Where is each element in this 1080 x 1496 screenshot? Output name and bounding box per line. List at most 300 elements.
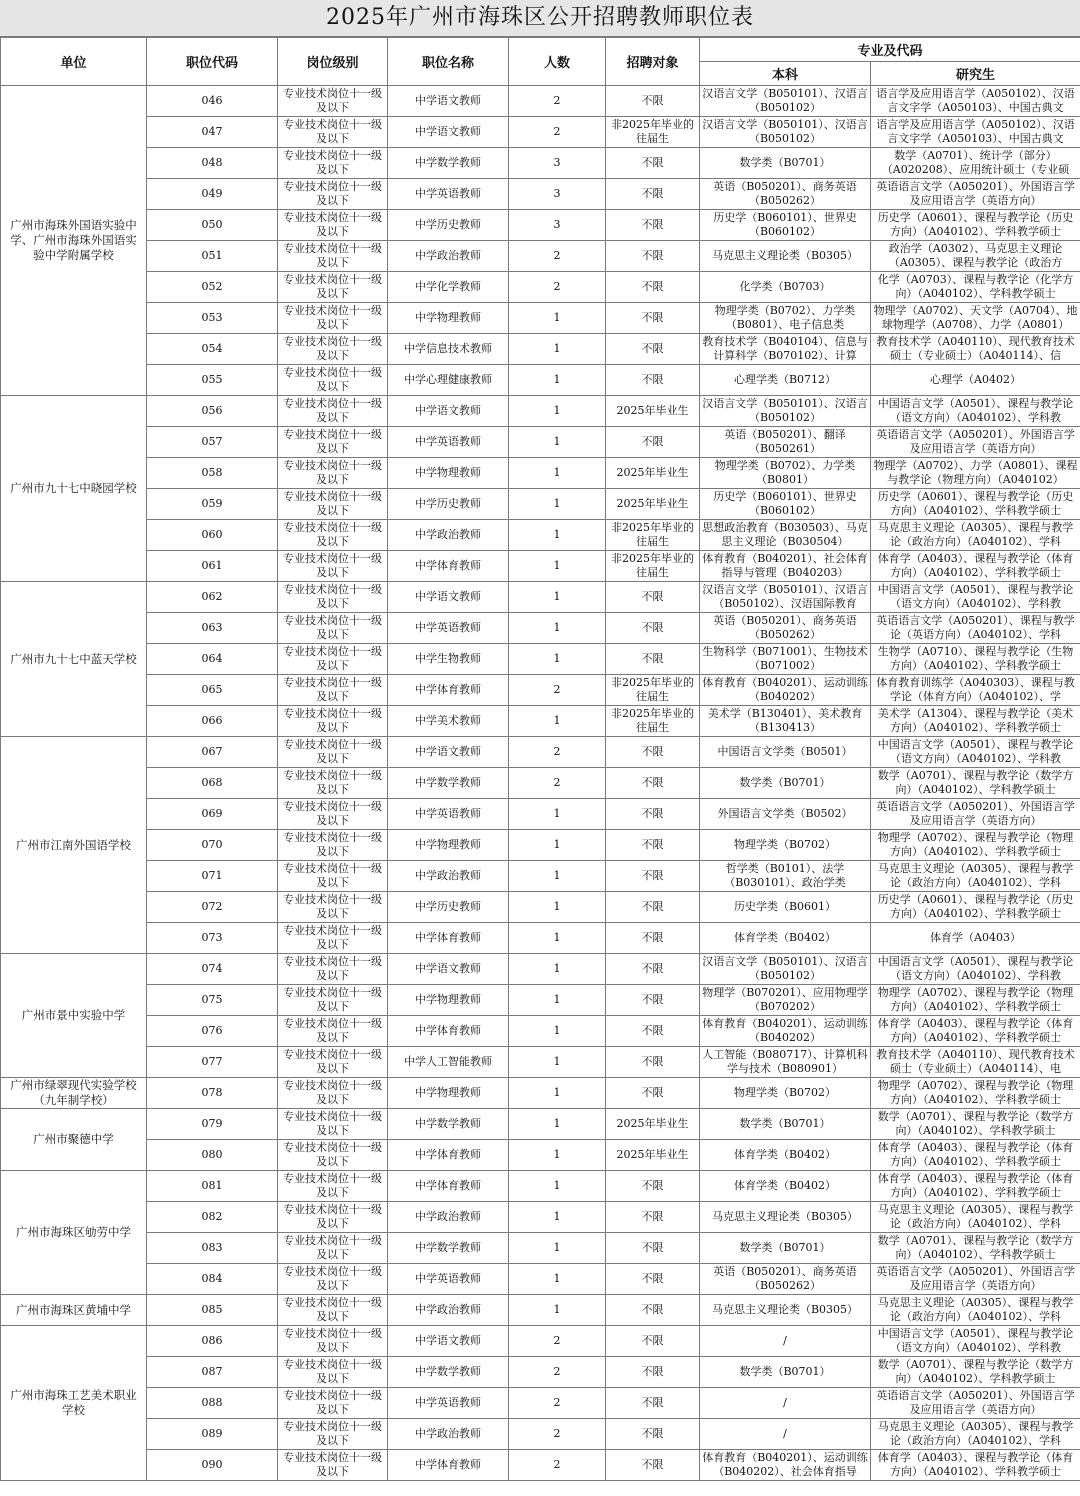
target-cell [606,923,700,954]
target-cell [606,954,700,985]
unit-name-cell: 广州市九十七中蓝天学校 [1,582,147,737]
grad-major-cell [871,737,1080,768]
count-cell: 2 [509,1388,606,1419]
grad-major-cell [871,1295,1080,1326]
grad-major-cell [871,241,1080,272]
undergrad-major-text: 马克思主义理论类（B0305） [711,1210,859,1223]
level-cell [278,985,388,1016]
count-cell: 1 [509,1109,606,1140]
grad-major-cell [871,1388,1080,1419]
level-cell [278,210,388,241]
grad-major-text: 语言学及应用语言学（A050102）、汉语言文字学（A050103）、中国古典文 [876,118,1075,145]
grad-major-text: 历史学（A0601）、课程与教学论（历史方向）（A040102）、学科教学硕士 [877,211,1074,238]
level-text: 专业技术岗位十一级及以下 [283,1234,382,1261]
table-row [1,1140,1080,1171]
target-cell [606,148,700,179]
position-name-cell: 中学语文教师 [388,117,509,148]
unit-name-cell: 广州市景中实验中学 [1,954,147,1078]
level-text: 专业技术岗位十一级及以下 [283,428,382,455]
count-cell: 1 [509,985,606,1016]
grad-major-text: 物理学（A0702）、力学（A0801）、课程与教学论（物理方向）（A040102） [873,459,1078,486]
undergrad-major-cell [700,985,871,1016]
grad-major-text: 物理学（A0702）、天文学（A0704）、地球物理学（A0708）、力学（A0801） [873,304,1078,331]
target-text: 不限 [641,900,664,913]
grad-major-text: 英语语言文学（A050201）、外国语言学及应用语言学（英语方向） [876,180,1075,207]
count-cell: 2 [509,1326,606,1357]
undergrad-major-text: 体育学类（B0402） [733,931,837,944]
table-row [1,1419,1080,1450]
target-cell [606,613,700,644]
code-cell: 076 [147,1016,278,1047]
target-text: 不限 [641,1365,664,1378]
position-name-cell: 中学数学教师 [388,148,509,179]
level-cell [278,1109,388,1140]
position-name-cell: 中学体育教师 [388,551,509,582]
undergrad-major-cell [700,1109,871,1140]
grad-major-cell [871,520,1080,551]
undergrad-major-text: 生物科学（B071001）、生物技术（B071002） [702,645,868,672]
grad-major-text: 数学（A0701）、课程与教学论（数学方向）（A040102）、学科教学硕士 [877,1110,1074,1137]
target-text: 不限 [641,962,664,975]
grad-major-cell [871,86,1080,117]
position-name-cell: 中学信息技术教师 [388,334,509,365]
table-row [1,365,1080,396]
undergrad-major-text: 思想政治教育（B030503）、马克思主义理论（B030504） [702,521,868,548]
undergrad-major-text: 物理学类（B0702） [733,838,837,851]
undergrad-major-cell [700,1450,871,1481]
count-cell: 1 [509,954,606,985]
code-cell: 050 [147,210,278,241]
unit-name-cell: 广州市绿翠现代实验学校（九年制学校） [1,1078,147,1109]
undergrad-major-cell [700,210,871,241]
table-body [1,86,1080,1481]
level-cell [278,737,388,768]
undergrad-major-cell [700,644,871,675]
grad-major-cell [871,1450,1080,1481]
target-cell [606,1357,700,1388]
code-cell: 060 [147,520,278,551]
grad-major-text: 英语语言文学（A050201）、外国语言学及应用语言学（英语方向） [876,1265,1075,1292]
grad-major-cell [871,582,1080,613]
level-cell [278,551,388,582]
level-cell [278,830,388,861]
table-row [1,458,1080,489]
level-cell [278,365,388,396]
table-row [1,582,1080,613]
target-text: 2025年毕业生 [616,404,689,417]
positions-table [0,37,1080,1481]
target-cell [606,1078,700,1109]
target-cell [606,1450,700,1481]
undergrad-major-text: / [783,1396,787,1409]
grad-major-text: 教育技术学（A040110）、现代教育技术硕士（专业硕士）（A040114）、信 [876,335,1075,362]
code-cell: 079 [147,1109,278,1140]
undergrad-major-cell [700,582,871,613]
grad-major-text: 物理学（A0702）、课程与教学论（物理方向）（A040102）、学科教学硕士 [877,1079,1074,1106]
level-cell [278,1171,388,1202]
grad-major-cell [871,1357,1080,1388]
header-position-name: 职位名称 [388,38,509,86]
position-name-cell: 中学语文教师 [388,1326,509,1357]
level-text: 专业技术岗位十一级及以下 [283,1327,382,1354]
undergrad-major-text: 体育学类（B0402） [733,1179,837,1192]
count-cell: 1 [509,1078,606,1109]
grad-major-cell [871,768,1080,799]
target-text: 不限 [641,838,664,851]
target-cell [606,1264,700,1295]
grad-major-text: 心理学（A0402） [930,373,1021,386]
count-cell: 2 [509,241,606,272]
level-text: 专业技术岗位十一级及以下 [283,87,382,114]
target-text: 非2025年毕业的往届生 [611,676,694,703]
level-text: 专业技术岗位十一级及以下 [283,955,382,982]
code-cell: 082 [147,1202,278,1233]
table-row [1,303,1080,334]
target-cell [606,551,700,582]
grad-major-text: 体育学（A0403）、课程与教学论（体育方向）（A040102）、学科教学硕士 [877,1017,1074,1044]
target-text: 不限 [641,993,664,1006]
position-name-cell: 中学体育教师 [388,1171,509,1202]
table-row [1,892,1080,923]
undergrad-major-cell [700,272,871,303]
target-text: 不限 [641,1303,664,1316]
level-text: 专业技术岗位十一级及以下 [283,1389,382,1416]
table-row [1,520,1080,551]
table-row [1,148,1080,179]
table-row [1,1388,1080,1419]
page-title: 2025年广州市海珠区公开招聘教师职位表 [0,0,1080,37]
table-row [1,923,1080,954]
undergrad-major-text: 数学类（B0701） [739,1241,831,1254]
table-row [1,1078,1080,1109]
undergrad-major-text: 汉语言文学（B050101）、汉语言（B050102） [702,118,868,145]
level-text: 专业技术岗位十一级及以下 [283,862,382,889]
target-cell [606,334,700,365]
unit-name-cell: 广州市海珠区黄埔中学 [1,1295,147,1326]
undergrad-major-text: 汉语言文学（B050101）、汉语言（B050102） [702,87,868,114]
target-cell [606,1016,700,1047]
grad-major-text: 英语语言文学（A050201）、外国语言学及应用语言学（英语方向） [876,428,1075,455]
position-name-cell: 中学英语教师 [388,613,509,644]
table-row [1,1357,1080,1388]
level-text: 专业技术岗位十一级及以下 [283,1172,382,1199]
level-cell [278,1326,388,1357]
level-cell [278,396,388,427]
level-text: 专业技术岗位十一级及以下 [283,1048,382,1075]
level-text: 专业技术岗位十一级及以下 [283,273,382,300]
table-row [1,272,1080,303]
level-cell [278,303,388,334]
position-name-cell: 中学政治教师 [388,1419,509,1450]
target-text: 不限 [641,218,664,231]
grad-major-text: 生物学（A0710）、课程与教学论（生物方向）（A040102）、学科教学硕士 [877,645,1074,672]
grad-major-text: 中国语言文学（A0501）、课程与教学论（语文方向）（A040102）、学科教 [877,583,1074,610]
level-cell [278,613,388,644]
grad-major-text: 马克思主义理论（A0305）、课程与教学论（政治方向）（A040102）、学科 [877,1420,1074,1447]
undergrad-major-text: 物理学类（B0702）、力学类（B0801） [714,459,856,486]
undergrad-major-text: 数学类（B0701） [739,1117,831,1130]
target-text: 不限 [641,249,664,262]
code-cell: 081 [147,1171,278,1202]
header-count: 人数 [509,38,606,86]
target-text: 不限 [641,1458,664,1471]
table-row [1,396,1080,427]
position-name-cell: 中学政治教师 [388,1202,509,1233]
level-cell [278,1357,388,1388]
target-cell [606,272,700,303]
level-cell [278,706,388,737]
grad-major-cell [871,148,1080,179]
target-cell [606,1295,700,1326]
target-text: 不限 [641,931,664,944]
undergrad-major-cell [700,1419,871,1450]
undergrad-major-cell [700,458,871,489]
grad-major-cell [871,1202,1080,1233]
count-cell: 2 [509,86,606,117]
count-cell: 2 [509,272,606,303]
table-row [1,1016,1080,1047]
grad-major-text: 历史学（A0601）、课程与教学论（历史方向）（A040102）、学科教学硕士 [877,490,1074,517]
position-name-cell: 中学人工智能教师 [388,1047,509,1078]
undergrad-major-cell [700,830,871,861]
undergrad-major-cell [700,799,871,830]
undergrad-major-text: 历史学类（B0601） [733,900,837,913]
code-cell: 057 [147,427,278,458]
count-cell: 1 [509,706,606,737]
target-text: 非2025年毕业的往届生 [611,707,694,734]
code-cell: 051 [147,241,278,272]
position-name-cell: 中学物理教师 [388,458,509,489]
position-name-cell: 中学语文教师 [388,582,509,613]
table-row [1,1450,1080,1481]
grad-major-text: 教育技术学（A040110）、现代教育技术硕士（专业硕士）（A040114）、电 [876,1048,1075,1075]
grad-major-text: 体育学（A0403） [930,931,1021,944]
grad-major-cell [871,1016,1080,1047]
table-row [1,1109,1080,1140]
grad-major-text: 数学（A0701）、课程与教学论（数学方向）（A040102）、学科教学硕士 [877,1234,1074,1261]
target-cell [606,799,700,830]
grad-major-cell [871,272,1080,303]
undergrad-major-text: 物理学类（B0702） [733,1086,837,1099]
undergrad-major-cell [700,892,871,923]
level-cell [278,861,388,892]
grad-major-cell [871,1326,1080,1357]
level-text: 专业技术岗位十一级及以下 [283,676,382,703]
position-name-cell: 中学政治教师 [388,861,509,892]
undergrad-major-cell [700,1078,871,1109]
undergrad-major-text: 体育教育（B040201）、社会体育指导与管理（B040203） [702,552,868,579]
target-text: 不限 [641,621,664,634]
level-text: 专业技术岗位十一级及以下 [283,397,382,424]
position-name-cell: 中学心理健康教师 [388,365,509,396]
undergrad-major-text: 化学类（B0703） [739,280,831,293]
undergrad-major-text: 汉语言文学（B050101）、汉语言（B050102） [702,397,868,424]
level-text: 专业技术岗位十一级及以下 [283,149,382,176]
level-cell [278,923,388,954]
count-cell: 1 [509,1264,606,1295]
grad-major-cell [871,303,1080,334]
level-text: 专业技术岗位十一级及以下 [283,211,382,238]
table-row [1,737,1080,768]
count-cell: 1 [509,427,606,458]
target-text: 不限 [641,869,664,882]
code-cell: 046 [147,86,278,117]
count-cell: 1 [509,1140,606,1171]
undergrad-major-text: 人工智能（B080717）、计算机科学与技术（B080901） [702,1048,868,1075]
code-cell: 048 [147,148,278,179]
position-name-cell: 中学英语教师 [388,1388,509,1419]
count-cell: 1 [509,1233,606,1264]
grad-major-cell [871,985,1080,1016]
code-cell: 083 [147,1233,278,1264]
code-cell: 061 [147,551,278,582]
count-cell: 2 [509,737,606,768]
target-cell [606,1047,700,1078]
count-cell: 1 [509,303,606,334]
count-cell: 1 [509,1016,606,1047]
target-cell [606,892,700,923]
level-cell [278,427,388,458]
count-cell: 1 [509,396,606,427]
undergrad-major-cell [700,675,871,706]
level-cell [278,458,388,489]
level-text: 专业技术岗位十一级及以下 [283,552,382,579]
grad-major-cell [871,1171,1080,1202]
code-cell: 067 [147,737,278,768]
level-cell [278,675,388,706]
grad-major-text: 体育学（A0403）、课程与教学论（体育方向）（A040102）、学科教学硕士 [877,1172,1074,1199]
count-cell: 1 [509,799,606,830]
level-text: 专业技术岗位十一级及以下 [283,924,382,951]
grad-major-text: 中国语言文学（A0501）、课程与教学论（语文方向）（A040102）、学科教 [877,955,1074,982]
grad-major-text: 马克思主义理论（A0305）、课程与教学论（政治方向）（A040102）、学科 [877,862,1074,889]
undergrad-major-cell [700,1140,871,1171]
code-cell: 059 [147,489,278,520]
code-cell: 069 [147,799,278,830]
code-cell: 090 [147,1450,278,1481]
undergrad-major-text: 汉语言文学（B050101）、汉语言（B050102） [702,955,868,982]
count-cell: 1 [509,1202,606,1233]
grad-major-text: 物理学（A0702）、课程与教学论（物理方向）（A040102）、学科教学硕士 [877,986,1074,1013]
level-cell [278,1388,388,1419]
grad-major-cell [871,1264,1080,1295]
target-text: 不限 [641,156,664,169]
target-cell [606,861,700,892]
table-header [1,38,1080,86]
grad-major-text: 美术学（A1304）、课程与教学论（美术方向）（A040102）、学科教学硕士 [877,707,1074,734]
grad-major-cell [871,892,1080,923]
target-text: 2025年毕业生 [616,1117,689,1130]
code-cell: 084 [147,1264,278,1295]
count-cell: 1 [509,551,606,582]
count-cell: 3 [509,148,606,179]
position-name-cell: 中学化学教师 [388,272,509,303]
count-cell: 2 [509,117,606,148]
level-text: 专业技术岗位十一级及以下 [283,490,382,517]
table-row [1,830,1080,861]
level-text: 专业技术岗位十一级及以下 [283,459,382,486]
level-cell [278,520,388,551]
code-cell: 075 [147,985,278,1016]
count-cell: 1 [509,1047,606,1078]
header-target: 招聘对象 [606,38,700,86]
position-name-cell: 中学英语教师 [388,427,509,458]
level-cell [278,1295,388,1326]
grad-major-cell [871,954,1080,985]
grad-major-cell [871,1419,1080,1450]
code-cell: 064 [147,644,278,675]
undergrad-major-cell [700,954,871,985]
undergrad-major-cell [700,1295,871,1326]
grad-major-text: 化学（A0703）、课程与教学论（化学方向）（A040102）、学科教学硕士 [877,273,1074,300]
grad-major-cell [871,1078,1080,1109]
target-text: 2025年毕业生 [616,497,689,510]
header-major: 专业及代码 [700,38,1080,62]
undergrad-major-cell [700,1264,871,1295]
target-text: 不限 [641,342,664,355]
level-text: 专业技术岗位十一级及以下 [283,1296,382,1323]
position-name-cell: 中学历史教师 [388,892,509,923]
target-cell [606,582,700,613]
grad-major-text: 英语语言文学（A050201）、外国语言学及应用语言学（英语方向） [876,1389,1075,1416]
target-cell [606,1140,700,1171]
undergrad-major-cell [700,1016,871,1047]
grad-major-text: 英语语言文学（A050201）、课程与教学论（英语方向）（A040102）、学科 [876,614,1075,641]
table-row [1,675,1080,706]
target-cell [606,303,700,334]
target-cell [606,1109,700,1140]
position-name-cell: 中学政治教师 [388,1295,509,1326]
level-cell [278,334,388,365]
code-cell: 078 [147,1078,278,1109]
target-cell [606,520,700,551]
grad-major-cell [871,365,1080,396]
undergrad-major-cell [700,365,871,396]
table-row [1,1326,1080,1357]
grad-major-cell [871,117,1080,148]
position-name-cell: 中学数学教师 [388,1357,509,1388]
count-cell: 1 [509,923,606,954]
level-cell [278,241,388,272]
table-row [1,954,1080,985]
code-cell: 086 [147,1326,278,1357]
target-text: 不限 [641,745,664,758]
undergrad-major-cell [700,861,871,892]
count-cell: 1 [509,334,606,365]
grad-major-text: 语言学及应用语言学（A050102）、汉语言文字学（A050103）、中国古典文 [876,87,1075,114]
count-cell: 2 [509,675,606,706]
target-text: 不限 [641,311,664,324]
level-text: 专业技术岗位十一级及以下 [283,1420,382,1447]
unit-name-cell: 广州市海珠区劬劳中学 [1,1171,147,1295]
undergrad-major-cell [700,489,871,520]
undergrad-major-cell [700,737,871,768]
level-text: 专业技术岗位十一级及以下 [283,1203,382,1230]
grad-major-text: 英语语言文学（A050201）、外国语言学及应用语言学（英语方向） [876,800,1075,827]
undergrad-major-text: / [783,1427,787,1440]
target-cell [606,396,700,427]
grad-major-cell [871,1047,1080,1078]
target-text: 不限 [641,1241,664,1254]
position-name-cell: 中学体育教师 [388,1450,509,1481]
undergrad-major-cell [700,396,871,427]
target-cell [606,489,700,520]
target-text: 不限 [641,94,664,107]
position-name-cell: 中学物理教师 [388,303,509,334]
header-code: 职位代码 [147,38,278,86]
level-cell [278,489,388,520]
grad-major-cell [871,923,1080,954]
